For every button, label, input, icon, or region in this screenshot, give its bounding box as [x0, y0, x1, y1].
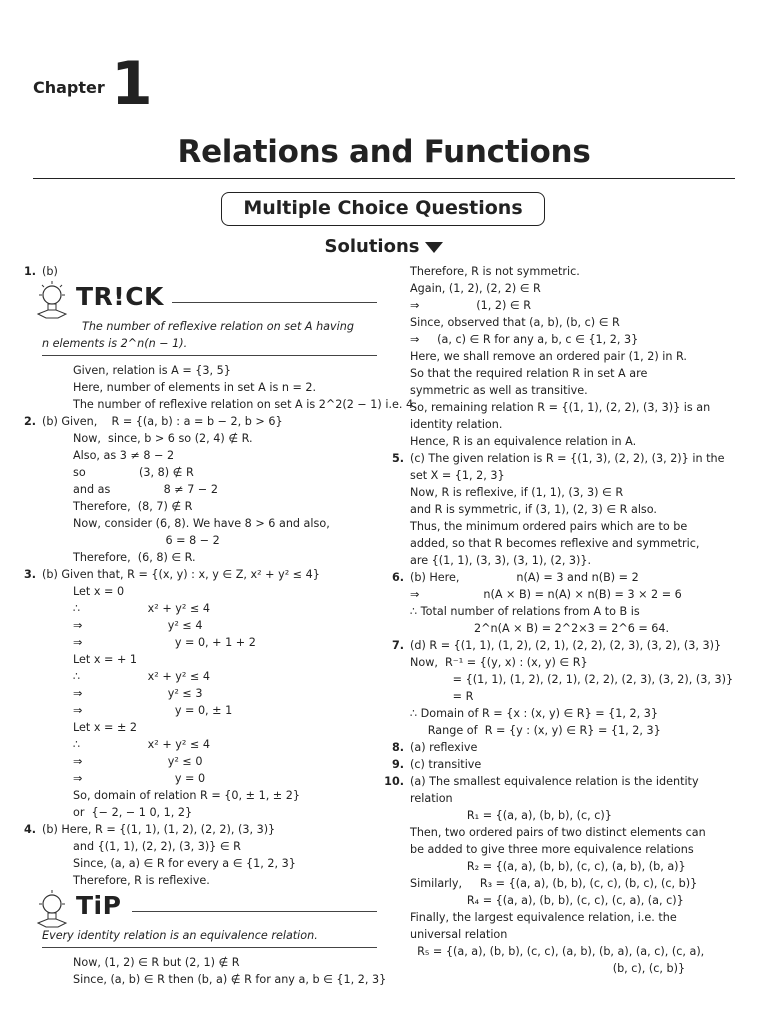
trick-text-1: The number of reflexive relation on set A having	[82, 320, 354, 333]
line-text: Since, observed that (a, b), (b, c) ∈ R	[410, 316, 620, 329]
solution-line	[410, 603, 736, 620]
line-text: ⇒ n(A × B) = n(A) × n(B) = 3 × 2 = 6	[410, 588, 682, 601]
solution-line	[42, 838, 377, 855]
title-rule	[33, 178, 735, 179]
solution-line	[42, 668, 377, 685]
question-number: 5.	[391, 452, 404, 465]
solution-line	[410, 467, 736, 484]
solution-line	[42, 447, 377, 464]
line-text: (b, c), (c, b)}	[410, 962, 686, 975]
page-title: Relations and Functions	[177, 134, 591, 170]
solution-line	[410, 892, 736, 909]
solution-line	[8, 263, 377, 280]
line-text: Also, as 3 ≠ 8 − 2	[73, 449, 175, 462]
solution-line	[410, 501, 736, 518]
line-text: Now, (1, 2) ∈ R but (2, 1) ∉ R	[73, 956, 240, 969]
solution-line	[42, 954, 377, 971]
line-text: Hence, R is an equivalence relation in A.	[410, 435, 637, 448]
solution-line	[376, 773, 736, 790]
question-number: 7.	[391, 639, 404, 652]
line-text: ∴ Total number of relations from A to B is	[410, 605, 640, 618]
solution-line	[42, 396, 417, 413]
solution-line	[8, 413, 377, 430]
question-number: 3.	[23, 568, 36, 581]
line-text: ⇒ y = 0, ± 1	[73, 704, 233, 717]
line-text: Here, number of elements in set A is n = 2.	[73, 381, 317, 394]
line-text: ⇒ y² ≤ 4	[73, 619, 203, 632]
line-text: Now, R is reflexive, if (1, 1), (3, 3) ∈ R	[410, 486, 624, 499]
trick-title	[42, 284, 377, 318]
line-text: So, remaining relation R = {(1, 1), (2, 2), (3, 3)} is an	[410, 401, 711, 414]
line-text: Since, (a, b) ∈ R then (b, a) ∉ R for any a, b ∈ {1, 2, 3}	[73, 973, 387, 986]
solution-line	[410, 790, 736, 807]
solution-line	[8, 821, 377, 838]
trick-rule	[172, 302, 377, 303]
solution-line	[42, 702, 377, 719]
solution-line	[410, 552, 736, 569]
line-text: Thus, the minimum ordered pairs which are to be	[410, 520, 688, 533]
line-text: Therefore, (6, 8) ∈ R.	[73, 551, 196, 564]
line-text: ⇒ y = 0	[73, 772, 206, 785]
solutions-heading	[0, 236, 768, 257]
solution-line	[410, 620, 736, 637]
solution-line	[410, 365, 736, 382]
solution-line	[410, 807, 736, 824]
line-text: R₂ = {(a, a), (b, b), (c, c), (a, b), (b, a)}	[410, 860, 686, 873]
line-text: added, so that R becomes reflexive and symmetric,	[410, 537, 700, 550]
question-number: 9.	[391, 758, 404, 771]
solution-line	[376, 756, 736, 773]
line-text: identity relation.	[410, 418, 503, 431]
line-text: Range of R = {y : (x, y) ∈ R} = {1, 2, 3}	[410, 724, 661, 737]
line-text: (b) Here, R = {(1, 1), (1, 2), (2, 2), (3, 3)}	[42, 823, 276, 836]
line-text: set X = {1, 2, 3}	[410, 469, 505, 482]
line-text: Therefore, R is not symmetric.	[410, 265, 580, 278]
tip-title	[42, 893, 377, 927]
solution-line	[376, 569, 736, 586]
line-text: Now, R⁻¹ = {(y, x) : (x, y) ∈ R}	[410, 656, 588, 669]
line-text: and as 8 ≠ 7 − 2	[73, 483, 218, 496]
solution-line	[410, 280, 736, 297]
solution-line	[410, 297, 736, 314]
right-lines	[384, 263, 736, 977]
line-text: (b) Here, n(A) = 3 and n(B) = 2	[410, 571, 639, 584]
section-heading: Multiple Choice Questions	[243, 197, 523, 219]
line-text: Since, (a, a) ∈ R for every a ∈ {1, 2, 3}	[73, 857, 296, 870]
solution-line	[410, 671, 736, 688]
line-text: be added to give three more equivalence relations	[410, 843, 694, 856]
line-text: Again, (1, 2), (2, 2) ∈ R	[410, 282, 541, 295]
solution-line	[42, 804, 377, 821]
solution-line	[410, 909, 736, 926]
solution-line	[42, 634, 377, 651]
solution-line	[410, 841, 736, 858]
line-text: Now, consider (6, 8). We have 8 > 6 and also,	[73, 517, 330, 530]
solution-line	[410, 518, 736, 535]
line-text: ∴ x² + y² ≤ 4	[73, 738, 210, 751]
solution-line	[410, 348, 736, 365]
question-number: 8.	[391, 741, 404, 754]
solution-line	[410, 416, 736, 433]
solution-line	[410, 858, 736, 875]
solution-line	[410, 705, 736, 722]
chapter-label: Chapter	[33, 78, 105, 97]
triangle-down-icon	[425, 242, 443, 253]
left-lines-bottom	[42, 954, 387, 988]
solution-line	[410, 926, 736, 943]
tip-bottom-rule	[42, 947, 377, 948]
line-text: Finally, the largest equivalence relation, i.e. the	[410, 911, 677, 924]
tip-text: Every identity relation is an equivalence relation.	[42, 929, 318, 942]
line-text: ⇒ (1, 2) ∈ R	[410, 299, 531, 312]
line-text: 2^n(A × B) = 2^2×3 = 2^6 = 64.	[410, 622, 670, 635]
solution-line	[42, 430, 377, 447]
line-text: (c) The given relation is R = {(1, 3), (2, 2), (3, 2)} in the	[410, 452, 725, 465]
line-text: ∴ Domain of R = {x : (x, y) ∈ R} = {1, 2, 3}	[410, 707, 658, 720]
line-text: (a) reflexive	[410, 741, 478, 754]
line-text: Given, relation is A = {3, 5}	[73, 364, 231, 377]
line-text: relation	[410, 792, 453, 805]
line-text: (b) Given that, R = {(x, y) : x, y ∈ Z, x² + y² ≤ 4}	[42, 568, 320, 581]
lightbulb-icon	[34, 889, 70, 929]
left-lines-middle	[23, 362, 417, 889]
solution-line	[42, 379, 377, 396]
solution-line	[42, 685, 377, 702]
solutions-label: Solutions	[324, 236, 420, 257]
line-text: ∴ x² + y² ≤ 4	[73, 670, 210, 683]
solution-line	[42, 770, 377, 787]
line-text: Now, since, b > 6 so (2, 4) ∉ R.	[73, 432, 253, 445]
solution-line	[42, 872, 377, 889]
solution-line	[42, 362, 377, 379]
line-text: R₁ = {(a, a), (b, b), (c, c)}	[410, 809, 612, 822]
solution-line	[410, 722, 736, 739]
line-text: Therefore, R is reflexive.	[73, 874, 210, 887]
solution-line	[42, 464, 377, 481]
solution-line	[410, 535, 736, 552]
solution-line	[42, 855, 377, 872]
section-heading-box	[221, 192, 545, 226]
question-number: 6.	[391, 571, 404, 584]
solution-line	[42, 736, 377, 753]
solution-line	[410, 382, 736, 399]
line-text: (c) transitive	[410, 758, 482, 771]
tip-box	[42, 893, 377, 948]
line-text: Let x = + 1	[73, 653, 138, 666]
line-text: universal relation	[410, 928, 508, 941]
solution-line	[42, 753, 377, 770]
question-number: 1.	[23, 265, 36, 278]
solution-line	[410, 314, 736, 331]
line-text: = R	[410, 690, 474, 703]
solution-line	[410, 875, 736, 892]
line-text: (b) Given, R = {(a, b) : a = b − 2, b > 6}	[42, 415, 283, 428]
solution-line	[42, 651, 377, 668]
solution-line	[42, 583, 377, 600]
line-text: Then, two ordered pairs of two distinct elements can	[410, 826, 706, 839]
line-text: symmetric as well as transitive.	[410, 384, 588, 397]
solution-line	[410, 654, 736, 671]
trick-text-2: n elements is 2^n(n − 1).	[42, 337, 188, 350]
solution-line	[376, 637, 736, 654]
line-text: so (3, 8) ∉ R	[73, 466, 194, 479]
line-text: So, domain of relation R = {0, ± 1, ± 2}	[73, 789, 300, 802]
solution-line	[410, 688, 736, 705]
line-text: ⇒ y² ≤ 0	[73, 755, 203, 768]
left-lines-top	[23, 263, 377, 280]
solution-line	[410, 331, 736, 348]
line-text: Similarly, R₃ = {(a, a), (b, b), (c, c), (b, c), (c, b)}	[410, 877, 698, 890]
solution-line	[8, 566, 377, 583]
solution-line	[42, 515, 377, 532]
line-text: Therefore, (8, 7) ∉ R	[73, 500, 193, 513]
tip-rule	[132, 911, 377, 912]
solution-line	[42, 549, 377, 566]
solution-line	[410, 586, 736, 603]
solution-line	[410, 484, 736, 501]
solution-line	[376, 450, 736, 467]
solution-line	[42, 617, 377, 634]
line-text: Let x = ± 2	[73, 721, 138, 734]
solution-line	[410, 433, 736, 450]
line-text: The number of reflexive relation on set A is 2^2(2 − 1) i.e. 4.	[73, 398, 417, 411]
line-text: So that the required relation R in set A are	[410, 367, 648, 380]
right-column	[384, 263, 736, 977]
solution-line	[42, 532, 377, 549]
trick-label: TR!CK	[76, 282, 164, 311]
solution-line	[376, 739, 736, 756]
question-number: 2.	[23, 415, 36, 428]
solution-line	[410, 263, 736, 280]
solution-line	[42, 600, 377, 617]
line-text: or {− 2, − 1 0, 1, 2}	[73, 806, 193, 819]
lightbulb-icon	[34, 280, 70, 320]
line-text: 6 = 8 − 2	[73, 534, 220, 547]
line-text: are {(1, 1), (3, 3), (3, 1), (2, 3)}.	[410, 554, 592, 567]
line-text: Let x = 0	[73, 585, 125, 598]
solution-line	[410, 943, 736, 960]
line-text: ⇒ (a, c) ∈ R for any a, b, c ∈ {1, 2, 3}	[410, 333, 639, 346]
line-text: (d) R = {(1, 1), (1, 2), (2, 1), (2, 2), (2, 3), (3, 2), (3, 3)}	[410, 639, 722, 652]
line-text: and {(1, 1), (2, 2), (3, 3)} ∈ R	[73, 840, 241, 853]
line-text: ⇒ y = 0, + 1 + 2	[73, 636, 256, 649]
trick-box	[42, 284, 377, 356]
line-text: (b)	[42, 265, 58, 278]
solution-line	[42, 498, 377, 515]
solution-line	[410, 824, 736, 841]
chapter-number: 1	[111, 49, 153, 119]
question-number: 4.	[23, 823, 36, 836]
solution-line	[42, 971, 387, 988]
line-text: (a) The smallest equivalence relation is the identity	[410, 775, 699, 788]
left-column	[23, 263, 417, 988]
solution-line	[42, 787, 377, 804]
line-text: = {(1, 1), (1, 2), (2, 1), (2, 2), (2, 3), (3, 2), (3, 3)}	[410, 673, 734, 686]
solution-line	[42, 481, 377, 498]
line-text: Here, we shall remove an ordered pair (1, 2) in R.	[410, 350, 687, 363]
line-text: ∴ x² + y² ≤ 4	[73, 602, 210, 615]
line-text: R₄ = {(a, a), (b, b), (c, c), (c, a), (a, c)}	[410, 894, 684, 907]
solution-line	[410, 399, 736, 416]
line-text: R₅ = {(a, a), (b, b), (c, c), (a, b), (b, a), (a, c), (c, a),	[410, 945, 705, 958]
solution-line	[42, 719, 377, 736]
solution-line	[410, 960, 736, 977]
line-text: and R is symmetric, if (3, 1), (2, 3) ∈ R also.	[410, 503, 657, 516]
question-number: 10.	[384, 775, 404, 788]
line-text: ⇒ y² ≤ 3	[73, 687, 203, 700]
tip-label: TiP	[76, 891, 122, 920]
trick-bottom-rule	[42, 355, 377, 356]
